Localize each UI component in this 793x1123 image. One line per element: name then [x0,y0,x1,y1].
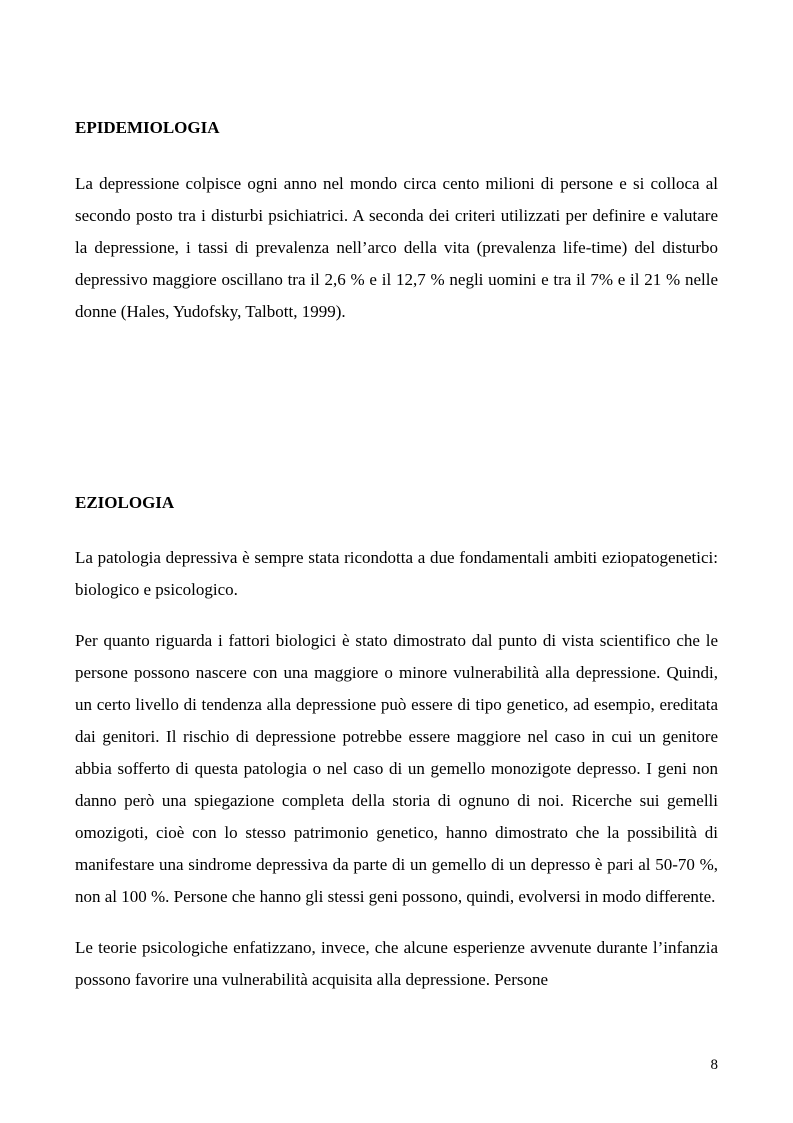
paragraph-eziologia-intro: La patologia depressiva è sempre stata ricondotta a due fondamentali ambiti eziopatogenetici: biologico e psicologico. [75,548,718,599]
section-heading-eziologia: EZIOLOGIA [75,493,175,512]
page-number: 8 [710,1057,718,1073]
paragraph-eziologia-biological: Per quanto riguarda i fattori biologici è stato dimostrato dal punto di vista scientifico che le persone possono nascere con una maggiore o minore vulnerabilità alla depressione. Quindi, un certo livello di tendenza alla depressione può essere di tipo genetico, ad esempio, ereditata dai genitori. Il rischio di depressione potrebbe essere maggiore nel caso in cui un genitore abbia sofferto di questa patologia o nel caso di un gemello monozigote depresso. I geni non danno però una spiegazione completa della storia di ognuno di noi. Ricerche sui gemelli omozigoti, cioè con lo stesso patrimonio genetico, hanno dimostrato che la possibilità di manifestare una sindrome depressiva da parte di un gemello di un depresso è pari al 50-70 %, non al 100 %. Persone che hanno gli stessi geni possono, quindi, evolversi in modo differente. [75,631,718,906]
section-heading-epidemiologia: EPIDEMIOLOGIA [75,118,220,137]
paragraph-eziologia-psychological: Le teorie psicologiche enfatizzano, invece, che alcune esperienze avvenute durante l’infanzia possono favorire una vulnerabilità acquisita alla depressione. Persone [75,938,718,989]
page-content [75,113,718,996]
paragraph-epidemiologia: La depressione colpisce ogni anno nel mondo circa cento milioni di persone e si colloca al secondo posto tra i disturbi psichiatrici. A seconda dei criteri utilizzati per definire e valutare la depressione, i tassi di prevalenza nell’arco della vita (prevalenza life-time) del disturbo depressivo maggiore oscillano tra il 2,6 % e il 12,7 % negli uomini e tra il 7% e il 21 % nelle donne (Hales, Yudofsky, Talbott, 1999). [75,174,718,321]
